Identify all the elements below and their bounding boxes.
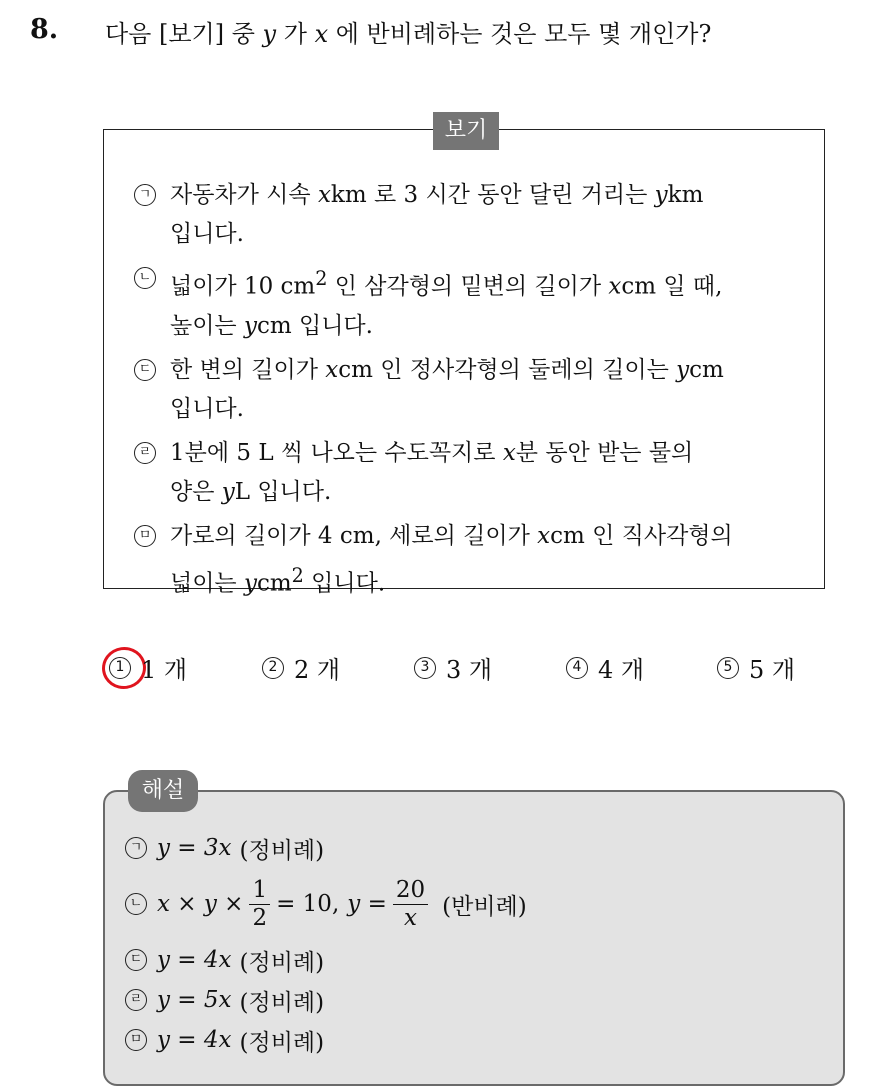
var-x: x [325, 356, 339, 383]
superscript: 2 [291, 563, 304, 587]
var-x: x [502, 439, 516, 466]
question-number: 8. [30, 14, 59, 45]
solution-equation: y = 4x [157, 1027, 232, 1053]
solution-line [125, 940, 527, 980]
bogi-items [134, 176, 814, 608]
solution-box [103, 790, 845, 1086]
text-span: 가로의 길이가 4 cm, 세로의 길이가 [170, 522, 538, 549]
choice-mark: 5 [717, 657, 739, 679]
text-span: 입니다. [170, 221, 244, 247]
solution-line [125, 828, 527, 868]
text-span: L 입니다. [234, 478, 332, 505]
solution-note: (정비례) [239, 1029, 325, 1056]
solution-equation: y = 4x [157, 947, 232, 973]
question-text-b: 가 [276, 20, 315, 48]
solution-note: (반비례) [442, 893, 527, 920]
item-marker: ㄴ [134, 267, 156, 289]
solution-equation: y = 5x [157, 987, 232, 1013]
item-marker: ㄹ [134, 442, 156, 464]
solution-marker: ㄴ [125, 893, 147, 915]
text-span: 높이는 [170, 312, 244, 339]
choice-mark: 2 [262, 657, 284, 679]
solution-marker: ㄷ [125, 949, 147, 971]
item-text [170, 176, 814, 254]
solution-marker: ㄱ [125, 837, 147, 859]
var-x: x [537, 522, 551, 549]
choice-label: 4 개 [598, 656, 645, 684]
text-span: 입니다. [170, 395, 244, 422]
choice-5[interactable] [717, 650, 795, 685]
text-span: 넓이는 [170, 570, 244, 597]
text-span: 1분에 5 L 씩 나오는 수도꼭지로 [170, 439, 503, 466]
choice-mark: 4 [566, 657, 588, 679]
item-marker: ㄷ [134, 359, 156, 381]
fraction-denominator: x [403, 904, 417, 931]
question-text-a: 다음 [보기] 중 [105, 20, 263, 48]
bogi-box [103, 118, 825, 597]
solution-equation: x × y × [157, 891, 244, 917]
choice-label: 1 개 [141, 656, 188, 684]
bogi-item [134, 351, 814, 429]
text-span: 분 동안 받는 물의 [515, 439, 694, 466]
solution-equation: = 10, [276, 891, 340, 917]
bogi-item [134, 259, 814, 346]
item-marker: ㅁ [134, 525, 156, 547]
choice-mark: 1 [109, 657, 131, 679]
solution-equation: y = 3x [157, 835, 232, 861]
bogi-title: 보기 [433, 112, 499, 150]
choice-mark: 3 [414, 657, 436, 679]
text-span: cm 일 때, [621, 273, 723, 300]
bogi-item [134, 434, 814, 512]
fraction [393, 877, 428, 932]
text-span: 넓이가 10 cm [170, 273, 316, 300]
fraction-denominator: 2 [252, 904, 268, 931]
bogi-item [134, 517, 814, 604]
solution-lines [125, 828, 527, 1060]
fraction-numerator: 1 [249, 877, 270, 905]
var-y: y [243, 312, 257, 339]
item-text [170, 351, 814, 429]
text-span: cm [256, 570, 292, 597]
question-var-y: y [262, 20, 277, 48]
text-span: cm 인 직사각형의 [550, 522, 733, 549]
text-span: km [667, 182, 704, 208]
solution-line [125, 1020, 527, 1060]
solution-line [125, 980, 527, 1020]
solution-equation: y = [347, 891, 387, 917]
choice-label: 2 개 [294, 656, 341, 684]
var-x: x [317, 182, 331, 208]
item-marker: ㄱ [134, 184, 156, 206]
solution-note: (정비례) [239, 989, 325, 1016]
fraction-numerator: 20 [393, 877, 428, 905]
var-y: y [221, 478, 235, 505]
choice-label: 5 개 [749, 656, 796, 684]
text-span: 한 변의 길이가 [170, 356, 326, 383]
choice-2[interactable] [262, 650, 340, 685]
item-text [170, 259, 814, 346]
solution-note: (정비례) [239, 837, 325, 864]
text-span: cm 입니다. [256, 312, 373, 339]
var-y: y [243, 570, 257, 597]
choice-3[interactable] [414, 650, 492, 685]
var-y: y [654, 182, 668, 208]
solution-marker: ㅁ [125, 1029, 147, 1051]
solution-line [125, 868, 527, 940]
choice-label: 3 개 [446, 656, 493, 684]
superscript: 2 [315, 267, 328, 290]
question-text-c: 에 반비례하는 것은 모두 몇 개인가? [328, 20, 712, 48]
solution-marker: ㄹ [125, 989, 147, 1011]
question-text [105, 14, 711, 49]
text-span: km 로 3 시간 동안 달린 거리는 [330, 182, 655, 208]
solution-note: (정비례) [239, 949, 325, 976]
item-text [170, 434, 814, 512]
choice-1[interactable] [109, 650, 187, 685]
question-var-x: x [314, 20, 329, 48]
bogi-item [134, 176, 814, 254]
text-span: cm [689, 356, 724, 383]
item-text [170, 517, 814, 604]
choice-4[interactable] [566, 650, 644, 685]
text-span: 양은 [170, 478, 222, 505]
text-span: 입니다. [303, 570, 386, 597]
text-span: 자동차가 시속 [170, 182, 318, 208]
fraction [249, 877, 270, 932]
text-span: cm 인 정사각형의 둘레의 길이는 [338, 356, 677, 383]
var-y: y [676, 356, 690, 383]
var-x: x [608, 273, 622, 300]
solution-title: 해설 [128, 770, 198, 812]
text-span: 인 삼각형의 밑변의 길이가 [327, 273, 609, 300]
